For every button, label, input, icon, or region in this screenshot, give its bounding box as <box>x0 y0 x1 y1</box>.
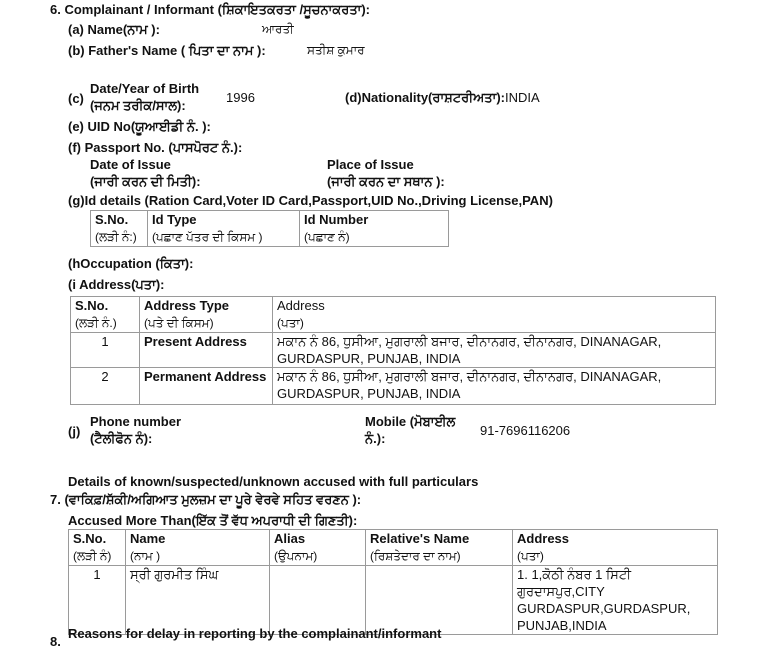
addr-col-sno: S.No. (ਲੜੀ ਨੰ.) <box>71 297 140 333</box>
section-7-heading: 7. (ਵਾਕਿਫ਼/ਸ਼ੱਕੀ/ਅਗਿਆਤ ਮੁਲਜ਼ਮ ਦਾ ਪੂਰੇ ਵੇਰਵੇ ਸਹਿਤ ਵਰਣਨ ): <box>50 492 362 507</box>
accused-table <box>68 529 718 635</box>
mobile-label: Mobile (ਮੋਬਾਈਲ <box>365 414 456 429</box>
acc-col-address: Address (ਪਤਾ) <box>513 530 718 566</box>
acc-row-1-alias <box>270 566 366 635</box>
addr-row-1-sno: 1 <box>71 333 140 368</box>
passport-label: (f) Passport No. (ਪਾਸਪੋਰਟ ਨੰ.): <box>68 140 243 155</box>
issue-date-label-pa: (ਜਾਰੀ ਕਰਨ ਦੀ ਮਿਤੀ): <box>90 174 201 189</box>
table-row <box>71 368 716 405</box>
phone-prefix: (j) <box>68 424 81 439</box>
dob-prefix: (c) <box>68 91 84 106</box>
father-name-label: (b) Father's Name ( ਪਿਤਾ ਦਾ ਨਾਮ ): <box>68 43 266 58</box>
section-8-number: 8. <box>50 634 61 649</box>
name-label: (a) Name(ਨਾਮ ): <box>68 22 160 37</box>
nationality-label: (d)Nationality(ਰਾਸ਼ਟਰੀਅਤਾ):INDIA <box>345 90 540 105</box>
issue-place-label-pa: (ਜਾਰੀ ਕਰਨ ਦਾ ਸਥਾਨ ): <box>327 174 445 189</box>
acc-row-1-address: 1. 1,ਕੋਠੀ ਨੰਬਰ 1 ਸਿਟੀ ਗੁਰਦਾਸਪੁਰ,CITY GURDASPUR,GURDASPUR, PUNJAB,INDIA <box>513 566 718 635</box>
addr-row-2-sno: 2 <box>71 368 140 405</box>
accused-intro: Details of known/suspected/unknown accused with full particulars <box>68 474 479 489</box>
mobile-label-pa: ਨੰ.): <box>365 431 386 446</box>
table-row <box>69 530 718 566</box>
acc-col-relative: Relative's Name (ਰਿਸ਼ਤੇਦਾਰ ਦਾ ਨਾਮ) <box>366 530 513 566</box>
address-table <box>70 296 716 405</box>
father-name-value: ਸਤੀਸ਼ ਕੁਮਾਰ <box>307 43 365 57</box>
phone-label-pa: (ਟੈਲੀਫੋਨ ਨੰ): <box>90 431 153 446</box>
dob-label: Date/Year of Birth <box>90 81 200 96</box>
delay-reason-label: Reasons for delay in reporting by the complainant/informant <box>68 626 442 641</box>
accused-more-than-label: Accused More Than(ਇੱਕ ਤੋਂ ਵੱਧ ਅਪਰਾਧੀ ਦੀ ਗਿਣਤੀ): <box>68 513 358 528</box>
acc-col-alias: Alias (ਉਪਨਾਮ) <box>270 530 366 566</box>
mobile-value: 91-7696116206 <box>480 423 571 438</box>
id-col-sno: S.No. (ਲੜੀ ਨੰ:) <box>91 211 148 247</box>
table-row <box>71 297 716 333</box>
issue-place-label: Place of Issue <box>327 157 414 172</box>
addr-row-1-type: Present Address <box>140 333 273 368</box>
id-col-number: Id Number (ਪਛਾਣ ਨੰ) <box>300 211 449 247</box>
addr-col-type: Address Type (ਪਤੇ ਦੀ ਕਿਸਮ) <box>140 297 273 333</box>
occupation-label: (hOccupation (ਕਿਤਾ): <box>68 256 194 271</box>
section-6-heading: 6. Complainant / Informant (ਸ਼ਿਕਾਇਤਕਰਤਾ /ਸੂਚਨਾਕਰਤਾ): <box>50 2 371 17</box>
uid-label: (e) UID No(ਯੂਆਈਡੀ ਨੰ. ): <box>68 119 211 134</box>
acc-col-name: Name (ਨਾਮ ) <box>126 530 270 566</box>
id-col-type: Id Type (ਪਛਾਣ ਪੱਤਰ ਦੀ ਕਿਸਮ ) <box>148 211 300 247</box>
phone-label: Phone number <box>90 414 182 429</box>
name-value: ਆਰਤੀ <box>262 22 294 36</box>
id-details-table <box>90 210 449 247</box>
acc-col-sno: S.No. (ਲੜੀ ਨੰ) <box>69 530 126 566</box>
acc-row-1-name: ਸ੍ਰੀ ਗੁਰਮੀਤ ਸਿੰਘ <box>126 566 270 635</box>
addr-col-address: Address (ਪਤਾ) <box>273 297 716 333</box>
dob-label-pa: (ਜਨਮ ਤਰੀਕ/ਸਾਲ): <box>90 98 186 113</box>
acc-row-1-sno: 1 <box>69 566 126 635</box>
addr-row-2-address: ਮਕਾਨ ਨੰ 86, ਧੁਸੀਆ, ਮੁਗਰਾਲੀ ਬਜਾਰ, ਦੀਨਾਨਗਰ, ਦੀਨਾਨਗਰ, DINANAGAR, GURDASPUR, PUNJAB, INDIA <box>273 368 716 405</box>
addr-row-2-type: Permanent Address <box>140 368 273 405</box>
table-row <box>71 333 716 368</box>
addr-row-1-address: ਮਕਾਨ ਨੰ 86, ਧੁਸੀਆ, ਮੁਗਰਾਲੀ ਬਜਾਰ, ਦੀਨਾਨਗਰ, ਦੀਨਾਨਗਰ, DINANAGAR, GURDASPUR, PUNJAB, INDIA <box>273 333 716 368</box>
acc-row-1-relative <box>366 566 513 635</box>
table-row <box>69 566 718 635</box>
address-label: (i Address(ਪਤਾ): <box>68 277 165 292</box>
table-row <box>91 211 449 247</box>
dob-value: 1996 <box>226 90 255 105</box>
issue-date-label: Date of Issue <box>90 157 171 172</box>
nationality-value: INDIA <box>505 90 540 105</box>
id-details-label: (g)Id details (Ration Card,Voter ID Card,Passport,UID No.,Driving License,PAN) <box>68 193 553 208</box>
